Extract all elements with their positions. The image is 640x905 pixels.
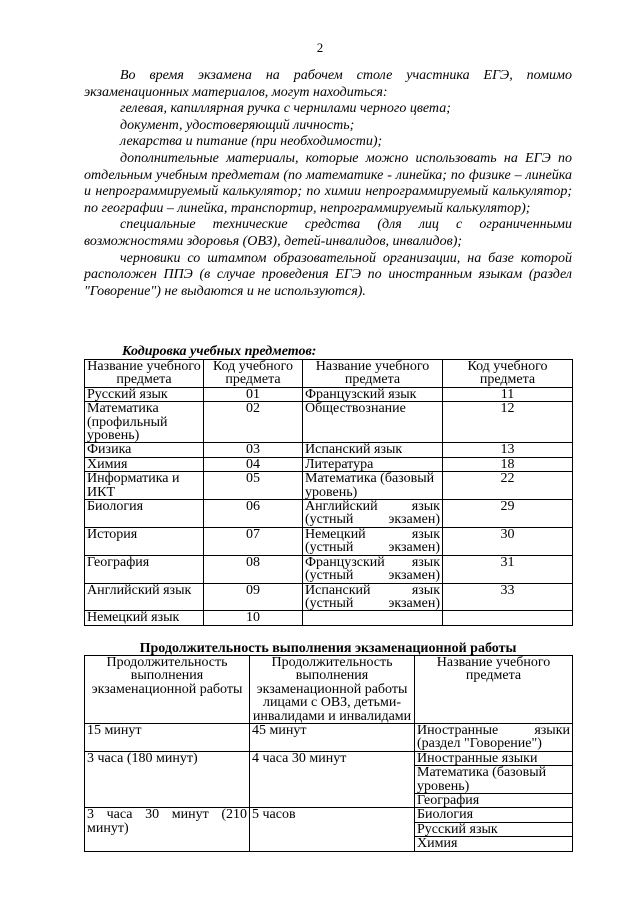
subject-name-cell: Испанский язык (устный экзамен) xyxy=(303,583,443,611)
subject-name-cell: Математика (профильный уровень) xyxy=(85,402,204,443)
subject-code-cell: 05 xyxy=(204,472,303,500)
intro-item-medicine: лекарства и питание (при необходимости); xyxy=(120,134,383,150)
subject-entry: Иностранные языки xyxy=(415,752,572,766)
intro-paragraph: Во время экзамена на рабочем столе участника ЕГЭ, помимо экзаменационных материалов, могут находиться: xyxy=(84,68,572,100)
header-subject-code: Код учебного предмета xyxy=(204,360,303,388)
duration-special-cell: 5 часов xyxy=(250,808,415,851)
coding-row xyxy=(85,457,573,471)
duration-special-cell: 45 минут xyxy=(250,724,415,752)
subject-name-cell xyxy=(303,611,443,625)
header-subject-code: Код учебного предмета xyxy=(443,360,573,388)
subject-name-cell: История xyxy=(85,527,204,555)
subject-code-cell: 03 xyxy=(204,443,303,457)
coding-row xyxy=(85,583,573,611)
subject-code-cell: 13 xyxy=(443,443,573,457)
subject-entry: Химия xyxy=(417,836,458,852)
intro-item-special: специальные технические средства (для лиц с ограниченными возможностями здоровья (ОВЗ), детей-инвалидов, инвалидов); xyxy=(84,217,572,249)
subject-entry: География xyxy=(417,793,480,809)
subject-name-cell: Испанский язык xyxy=(303,443,443,457)
coding-row xyxy=(85,555,573,583)
coding-table xyxy=(84,359,573,626)
subject-name-cell: География xyxy=(85,555,204,583)
duration-cell: 3 часа 30 минут (210 минут) xyxy=(85,808,250,851)
subjects-cell xyxy=(415,751,573,808)
coding-header-row xyxy=(85,360,573,388)
coding-row xyxy=(85,611,573,625)
duration-table xyxy=(84,655,573,852)
subject-code-cell: 08 xyxy=(204,555,303,583)
subject-code-cell: 22 xyxy=(443,472,573,500)
subject-name-cell: Химия xyxy=(85,457,204,471)
subject-name-cell: Информатика и ИКТ xyxy=(85,472,204,500)
subject-code-cell: 06 xyxy=(204,500,303,528)
subject-entry: Биология xyxy=(415,808,572,822)
duration-special-cell: 4 часа 30 минут xyxy=(250,751,415,808)
duration-title: Продолжительность выполнения экзаменационной работы xyxy=(139,641,517,656)
coding-row xyxy=(85,402,573,443)
subjects-cell xyxy=(415,808,573,851)
subject-code-cell: 02 xyxy=(204,402,303,443)
subject-code-cell: 07 xyxy=(204,527,303,555)
subjects-cell xyxy=(415,724,573,752)
subject-code-cell: 30 xyxy=(443,527,573,555)
subject-entry: Иностранные языки (раздел "Говорение") xyxy=(417,723,570,752)
subject-code-cell xyxy=(443,611,573,625)
duration-cell: 15 минут xyxy=(85,724,250,752)
subject-name-cell: Биология xyxy=(85,500,204,528)
subject-name-cell: Физика xyxy=(85,443,204,457)
subject-code-cell: 11 xyxy=(443,387,573,401)
intro-item-id: документ, удостоверяющий личность; xyxy=(120,117,355,133)
subject-code-cell: 04 xyxy=(204,457,303,471)
subject-name-cell: Английский язык xyxy=(85,583,204,611)
subject-name-cell: Английский язык (устный экзамен) xyxy=(303,500,443,528)
subject-name-cell: Литература xyxy=(303,457,443,471)
header-subject-name: Название учебного предмета xyxy=(415,656,573,724)
duration-row xyxy=(85,751,573,808)
subject-name-cell: Немецкий язык xyxy=(85,611,204,625)
subject-name-cell: Русский язык xyxy=(85,387,204,401)
coding-row xyxy=(85,500,573,528)
subject-code-cell: 31 xyxy=(443,555,573,583)
header-duration: Продолжительность выполнения экзаменационной работы xyxy=(85,656,250,724)
subject-code-cell: 10 xyxy=(204,611,303,625)
subject-name-cell: Математика (базовый уровень) xyxy=(303,472,443,500)
header-duration-special: Продолжительность выполнения экзаменационной работы лицами с ОВЗ, детьми-инвалидами и инвалидами xyxy=(250,656,415,724)
header-subject-name: Название учебного предмета xyxy=(85,360,204,388)
coding-row xyxy=(85,472,573,500)
duration-cell: 3 часа (180 минут) xyxy=(85,751,250,808)
subject-code-cell: 09 xyxy=(204,583,303,611)
duration-row xyxy=(85,808,573,851)
subject-name-cell: Французский язык xyxy=(303,387,443,401)
coding-row xyxy=(85,527,573,555)
intro-item-drafts: черновики со штампом образовательной организации, на базе которой расположен ППЭ (в случае проведения ЕГЭ по иностранным языкам (раздел "Говорение") не выдаются и не используются). xyxy=(84,250,572,299)
intro-item-pen: гелевая, капиллярная ручка с чернилами черного цвета; xyxy=(120,101,451,117)
intro-text xyxy=(84,68,572,300)
subject-name-cell: Обществознание xyxy=(303,402,443,443)
duration-header-row xyxy=(85,656,573,724)
subject-entry: Русский язык xyxy=(415,823,572,837)
coding-title: Кодировка учебных предметов: xyxy=(122,344,317,359)
subject-code-cell: 33 xyxy=(443,583,573,611)
subject-entry: Математика (базовый уровень) xyxy=(415,766,572,794)
coding-row xyxy=(85,387,573,401)
subject-code-cell: 29 xyxy=(443,500,573,528)
subject-code-cell: 12 xyxy=(443,402,573,443)
subject-code-cell: 01 xyxy=(204,387,303,401)
duration-row xyxy=(85,724,573,752)
coding-row xyxy=(85,443,573,457)
subject-name-cell: Французский язык (устный экзамен) xyxy=(303,555,443,583)
intro-item-materials: дополнительные материалы, которые можно использовать на ЕГЭ по отдельным учебным предметам (по математике - линейка; по физике – линейка и непрограммируемый калькулятор; по химии непрограммируемый калькулятор; по географии – линейка, транспортир, непрограммируемый калькулятор); xyxy=(84,150,572,216)
subject-name-cell: Немецкий язык (устный экзамен) xyxy=(303,527,443,555)
subject-code-cell: 18 xyxy=(443,457,573,471)
page-number: 2 xyxy=(316,40,324,55)
header-subject-name: Название учебного предмета xyxy=(303,360,443,388)
